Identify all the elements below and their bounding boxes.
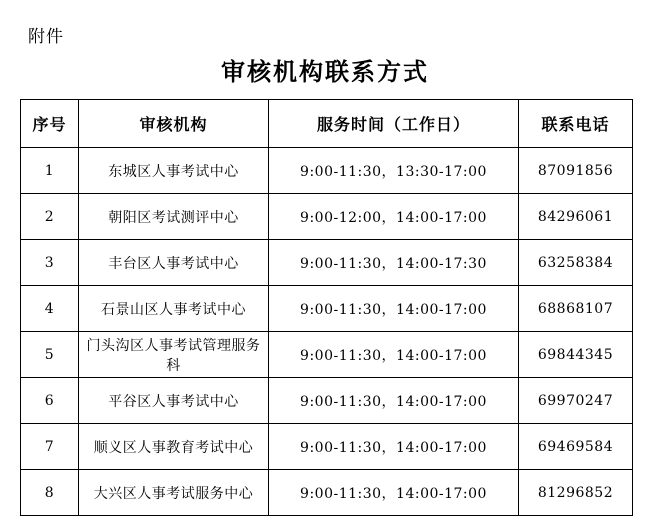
contact-table-container (20, 99, 632, 516)
cell-hours: 9:00-11:30，14:00-17:00 (269, 424, 519, 470)
cell-phone: 69970247 (519, 378, 633, 424)
cell-phone: 68868107 (519, 286, 633, 332)
cell-index: 8 (21, 470, 79, 516)
cell-index: 1 (21, 148, 79, 194)
cell-organization: 东城区人事考试中心 (79, 148, 269, 194)
cell-index: 2 (21, 194, 79, 240)
cell-phone: 81296852 (519, 470, 633, 516)
column-header-index: 序号 (21, 100, 79, 148)
cell-organization: 门头沟区人事考试管理服务科 (79, 332, 269, 378)
table-row (21, 286, 633, 332)
cell-hours: 9:00-12:00，14:00-17:00 (269, 194, 519, 240)
cell-organization: 平谷区人事考试中心 (79, 378, 269, 424)
table-row (21, 470, 633, 516)
column-header-hours: 服务时间（工作日） (269, 100, 519, 148)
table-row (21, 378, 633, 424)
cell-hours: 9:00-11:30，14:00-17:00 (269, 332, 519, 378)
table-row (21, 148, 633, 194)
cell-phone: 63258384 (519, 240, 633, 286)
cell-index: 7 (21, 424, 79, 470)
cell-organization: 丰台区人事考试中心 (79, 240, 269, 286)
attachment-label: 附件 (28, 27, 64, 47)
table-row (21, 194, 633, 240)
cell-index: 3 (21, 240, 79, 286)
cell-phone: 69469584 (519, 424, 633, 470)
cell-organization: 大兴区人事考试服务中心 (79, 470, 269, 516)
cell-organization: 石景山区人事考试中心 (79, 286, 269, 332)
table-row (21, 240, 633, 286)
cell-index: 6 (21, 378, 79, 424)
cell-index: 5 (21, 332, 79, 378)
table-header-row (21, 100, 633, 148)
cell-hours: 9:00-11:30，14:00-17:30 (269, 240, 519, 286)
cell-organization: 顺义区人事教育考试中心 (79, 424, 269, 470)
cell-hours: 9:00-11:30，14:00-17:00 (269, 286, 519, 332)
column-header-organization: 审核机构 (79, 100, 269, 148)
contact-table (20, 99, 633, 516)
column-header-phone: 联系电话 (519, 100, 633, 148)
cell-hours: 9:00-11:30，13:30-17:00 (269, 148, 519, 194)
cell-phone: 84296061 (519, 194, 633, 240)
cell-hours: 9:00-11:30，14:00-17:00 (269, 378, 519, 424)
cell-hours: 9:00-11:30，14:00-17:00 (269, 470, 519, 516)
table-row (21, 424, 633, 470)
cell-phone: 87091856 (519, 148, 633, 194)
table-row (21, 332, 633, 378)
cell-phone: 69844345 (519, 332, 633, 378)
cell-index: 4 (21, 286, 79, 332)
page-title: 审核机构联系方式 (221, 57, 429, 86)
cell-organization: 朝阳区考试测评中心 (79, 194, 269, 240)
